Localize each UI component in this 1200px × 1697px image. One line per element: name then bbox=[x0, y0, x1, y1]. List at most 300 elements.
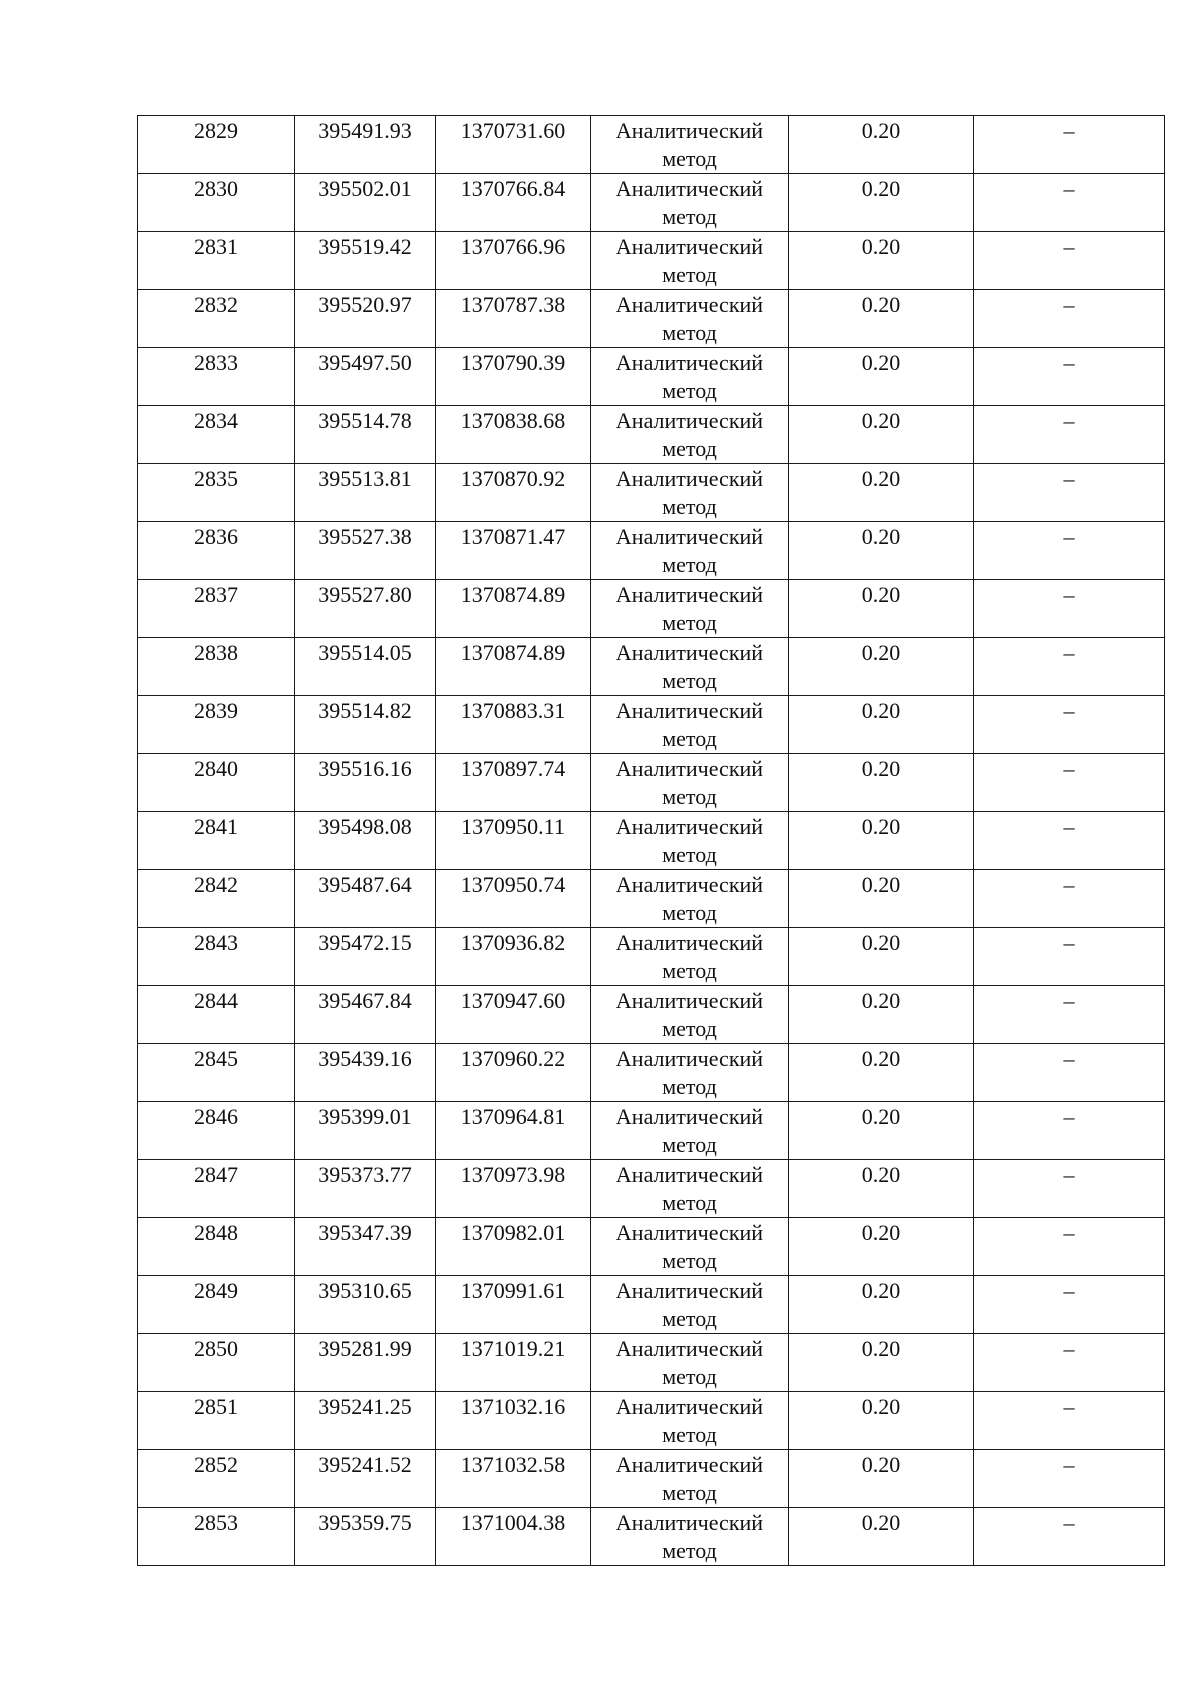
note-cell bbox=[974, 1334, 1165, 1392]
y-coordinate-cell-text: 1370731.60 bbox=[460, 118, 566, 143]
table-row bbox=[138, 522, 1165, 580]
accuracy-cell-text: 0.20 bbox=[861, 350, 901, 375]
accuracy-cell-text: 0.20 bbox=[861, 872, 901, 897]
note-cell bbox=[974, 290, 1165, 348]
accuracy-cell bbox=[789, 1044, 974, 1102]
table-row bbox=[138, 986, 1165, 1044]
point-number-cell-text: 2844 bbox=[194, 988, 238, 1013]
x-coordinate-cell-text: 395399.01 bbox=[318, 1104, 412, 1129]
point-number-cell bbox=[138, 464, 295, 522]
note-cell-text: – bbox=[1063, 466, 1075, 491]
accuracy-cell-text: 0.20 bbox=[861, 1104, 901, 1129]
point-number-cell bbox=[138, 232, 295, 290]
point-number-cell bbox=[138, 1392, 295, 1450]
point-number-cell bbox=[138, 986, 295, 1044]
note-cell bbox=[974, 464, 1165, 522]
accuracy-cell-text: 0.20 bbox=[861, 930, 901, 955]
method-cell-text: Аналитический метод bbox=[615, 1336, 764, 1389]
x-coordinate-cell-text: 395520.97 bbox=[318, 292, 412, 317]
x-coordinate-cell-text: 395281.99 bbox=[318, 1336, 412, 1361]
x-coordinate-cell-text: 395498.08 bbox=[318, 814, 412, 839]
point-number-cell bbox=[138, 522, 295, 580]
note-cell-text: – bbox=[1063, 1336, 1075, 1361]
x-coordinate-cell bbox=[295, 580, 436, 638]
note-cell bbox=[974, 174, 1165, 232]
x-coordinate-cell bbox=[295, 928, 436, 986]
y-coordinate-cell bbox=[436, 986, 591, 1044]
point-number-cell-text: 2841 bbox=[194, 814, 238, 839]
y-coordinate-cell-text: 1370982.01 bbox=[460, 1220, 566, 1245]
note-cell bbox=[974, 812, 1165, 870]
x-coordinate-cell bbox=[295, 1160, 436, 1218]
accuracy-cell-text: 0.20 bbox=[861, 466, 901, 491]
method-cell-text: Аналитический метод bbox=[615, 814, 764, 867]
method-cell bbox=[591, 580, 789, 638]
method-cell-text: Аналитический метод bbox=[615, 1162, 764, 1215]
point-number-cell-text: 2831 bbox=[194, 234, 238, 259]
y-coordinate-cell-text: 1370960.22 bbox=[460, 1046, 566, 1071]
note-cell-text: – bbox=[1063, 1162, 1075, 1187]
y-coordinate-cell-text: 1370766.96 bbox=[460, 234, 566, 259]
point-number-cell bbox=[138, 290, 295, 348]
note-cell bbox=[974, 348, 1165, 406]
y-coordinate-cell-text: 1370874.89 bbox=[460, 640, 566, 665]
accuracy-cell bbox=[789, 406, 974, 464]
method-cell-text: Аналитический метод bbox=[615, 698, 764, 751]
x-coordinate-cell-text: 395502.01 bbox=[318, 176, 412, 201]
x-coordinate-cell bbox=[295, 754, 436, 812]
y-coordinate-cell bbox=[436, 116, 591, 174]
note-cell-text: – bbox=[1063, 1510, 1075, 1535]
table-row bbox=[138, 870, 1165, 928]
method-cell bbox=[591, 1276, 789, 1334]
y-coordinate-cell bbox=[436, 406, 591, 464]
table-row bbox=[138, 696, 1165, 754]
point-number-cell-text: 2838 bbox=[194, 640, 238, 665]
x-coordinate-cell bbox=[295, 1450, 436, 1508]
point-number-cell-text: 2834 bbox=[194, 408, 238, 433]
note-cell bbox=[974, 928, 1165, 986]
y-coordinate-cell-text: 1370897.74 bbox=[460, 756, 566, 781]
table-row bbox=[138, 638, 1165, 696]
note-cell bbox=[974, 1392, 1165, 1450]
accuracy-cell-text: 0.20 bbox=[861, 524, 901, 549]
accuracy-cell-text: 0.20 bbox=[861, 988, 901, 1013]
point-number-cell-text: 2832 bbox=[194, 292, 238, 317]
method-cell bbox=[591, 638, 789, 696]
y-coordinate-cell-text: 1370790.39 bbox=[460, 350, 566, 375]
method-cell bbox=[591, 1044, 789, 1102]
point-number-cell-text: 2839 bbox=[194, 698, 238, 723]
y-coordinate-cell bbox=[436, 290, 591, 348]
y-coordinate-cell bbox=[436, 1334, 591, 1392]
point-number-cell-text: 2836 bbox=[194, 524, 238, 549]
note-cell-text: – bbox=[1063, 1452, 1075, 1477]
y-coordinate-cell bbox=[436, 754, 591, 812]
accuracy-cell-text: 0.20 bbox=[861, 1510, 901, 1535]
accuracy-cell bbox=[789, 1276, 974, 1334]
accuracy-cell bbox=[789, 870, 974, 928]
accuracy-cell bbox=[789, 1334, 974, 1392]
point-number-cell-text: 2851 bbox=[194, 1394, 238, 1419]
y-coordinate-cell bbox=[436, 174, 591, 232]
note-cell bbox=[974, 1450, 1165, 1508]
y-coordinate-cell-text: 1370883.31 bbox=[460, 698, 566, 723]
x-coordinate-cell-text: 395514.78 bbox=[318, 408, 412, 433]
x-coordinate-cell-text: 395487.64 bbox=[318, 872, 412, 897]
accuracy-cell bbox=[789, 754, 974, 812]
point-number-cell-text: 2843 bbox=[194, 930, 238, 955]
method-cell-text: Аналитический метод bbox=[615, 350, 764, 403]
x-coordinate-cell-text: 395514.82 bbox=[318, 698, 412, 723]
method-cell bbox=[591, 986, 789, 1044]
method-cell-text: Аналитический метод bbox=[615, 408, 764, 461]
method-cell bbox=[591, 348, 789, 406]
point-number-cell-text: 2849 bbox=[194, 1278, 238, 1303]
y-coordinate-cell-text: 1370973.98 bbox=[460, 1162, 566, 1187]
note-cell-text: – bbox=[1063, 814, 1075, 839]
accuracy-cell-text: 0.20 bbox=[861, 118, 901, 143]
x-coordinate-cell-text: 395373.77 bbox=[318, 1162, 412, 1187]
method-cell-text: Аналитический метод bbox=[615, 176, 764, 229]
accuracy-cell bbox=[789, 812, 974, 870]
note-cell-text: – bbox=[1063, 234, 1075, 259]
y-coordinate-cell bbox=[436, 1102, 591, 1160]
note-cell-text: – bbox=[1063, 698, 1075, 723]
point-number-cell bbox=[138, 1508, 295, 1566]
y-coordinate-cell-text: 1370991.61 bbox=[460, 1278, 566, 1303]
accuracy-cell bbox=[789, 580, 974, 638]
note-cell-text: – bbox=[1063, 1220, 1075, 1245]
method-cell bbox=[591, 290, 789, 348]
method-cell bbox=[591, 522, 789, 580]
point-number-cell bbox=[138, 174, 295, 232]
accuracy-cell-text: 0.20 bbox=[861, 1336, 901, 1361]
note-cell-text: – bbox=[1063, 640, 1075, 665]
accuracy-cell-text: 0.20 bbox=[861, 1220, 901, 1245]
accuracy-cell-text: 0.20 bbox=[861, 698, 901, 723]
accuracy-cell-text: 0.20 bbox=[861, 292, 901, 317]
accuracy-cell bbox=[789, 1392, 974, 1450]
accuracy-cell bbox=[789, 464, 974, 522]
accuracy-cell-text: 0.20 bbox=[861, 1162, 901, 1187]
x-coordinate-cell-text: 395491.93 bbox=[318, 118, 412, 143]
table-row bbox=[138, 348, 1165, 406]
accuracy-cell bbox=[789, 1218, 974, 1276]
note-cell bbox=[974, 696, 1165, 754]
table-row bbox=[138, 1160, 1165, 1218]
table-row bbox=[138, 754, 1165, 812]
x-coordinate-cell bbox=[295, 1218, 436, 1276]
note-cell bbox=[974, 406, 1165, 464]
x-coordinate-cell-text: 395516.16 bbox=[318, 756, 412, 781]
y-coordinate-cell bbox=[436, 812, 591, 870]
x-coordinate-cell bbox=[295, 696, 436, 754]
y-coordinate-cell bbox=[436, 1044, 591, 1102]
table-row bbox=[138, 1218, 1165, 1276]
accuracy-cell-text: 0.20 bbox=[861, 1046, 901, 1071]
y-coordinate-cell bbox=[436, 1392, 591, 1450]
y-coordinate-cell bbox=[436, 870, 591, 928]
y-coordinate-cell bbox=[436, 1276, 591, 1334]
method-cell bbox=[591, 1392, 789, 1450]
accuracy-cell-text: 0.20 bbox=[861, 756, 901, 781]
accuracy-cell bbox=[789, 290, 974, 348]
table-row bbox=[138, 1102, 1165, 1160]
note-cell-text: – bbox=[1063, 176, 1075, 201]
accuracy-cell-text: 0.20 bbox=[861, 234, 901, 259]
method-cell-text: Аналитический метод bbox=[615, 118, 764, 171]
method-cell-text: Аналитический метод bbox=[615, 1394, 764, 1447]
y-coordinate-cell-text: 1370950.74 bbox=[460, 872, 566, 897]
x-coordinate-cell bbox=[295, 1392, 436, 1450]
accuracy-cell-text: 0.20 bbox=[861, 814, 901, 839]
coordinates-table-body bbox=[138, 116, 1165, 1566]
y-coordinate-cell bbox=[436, 928, 591, 986]
y-coordinate-cell-text: 1370950.11 bbox=[461, 814, 565, 839]
point-number-cell-text: 2850 bbox=[194, 1336, 238, 1361]
method-cell bbox=[591, 928, 789, 986]
y-coordinate-cell-text: 1370766.84 bbox=[460, 176, 566, 201]
accuracy-cell bbox=[789, 522, 974, 580]
accuracy-cell-text: 0.20 bbox=[861, 640, 901, 665]
accuracy-cell-text: 0.20 bbox=[861, 582, 901, 607]
accuracy-cell-text: 0.20 bbox=[861, 1278, 901, 1303]
accuracy-cell bbox=[789, 928, 974, 986]
point-number-cell bbox=[138, 1450, 295, 1508]
note-cell-text: – bbox=[1063, 1046, 1075, 1071]
table-row bbox=[138, 1392, 1165, 1450]
table-row bbox=[138, 1276, 1165, 1334]
note-cell bbox=[974, 580, 1165, 638]
point-number-cell-text: 2829 bbox=[194, 118, 238, 143]
accuracy-cell bbox=[789, 174, 974, 232]
y-coordinate-cell-text: 1371019.21 bbox=[460, 1336, 566, 1361]
point-number-cell-text: 2835 bbox=[194, 466, 238, 491]
table-row bbox=[138, 116, 1165, 174]
x-coordinate-cell-text: 395241.25 bbox=[318, 1394, 412, 1419]
method-cell bbox=[591, 870, 789, 928]
y-coordinate-cell-text: 1370838.68 bbox=[460, 408, 566, 433]
accuracy-cell bbox=[789, 116, 974, 174]
note-cell-text: – bbox=[1063, 1394, 1075, 1419]
y-coordinate-cell bbox=[436, 638, 591, 696]
method-cell bbox=[591, 812, 789, 870]
x-coordinate-cell bbox=[295, 1102, 436, 1160]
x-coordinate-cell bbox=[295, 406, 436, 464]
point-number-cell bbox=[138, 580, 295, 638]
method-cell bbox=[591, 696, 789, 754]
method-cell bbox=[591, 232, 789, 290]
table-row bbox=[138, 464, 1165, 522]
x-coordinate-cell bbox=[295, 1044, 436, 1102]
x-coordinate-cell bbox=[295, 986, 436, 1044]
accuracy-cell bbox=[789, 696, 974, 754]
method-cell bbox=[591, 406, 789, 464]
y-coordinate-cell-text: 1370964.81 bbox=[460, 1104, 566, 1129]
method-cell-text: Аналитический метод bbox=[615, 988, 764, 1041]
table-row bbox=[138, 1044, 1165, 1102]
x-coordinate-cell-text: 395241.52 bbox=[318, 1452, 412, 1477]
note-cell-text: – bbox=[1063, 350, 1075, 375]
x-coordinate-cell bbox=[295, 290, 436, 348]
table-row bbox=[138, 928, 1165, 986]
note-cell bbox=[974, 1276, 1165, 1334]
method-cell-text: Аналитический метод bbox=[615, 292, 764, 345]
note-cell bbox=[974, 1218, 1165, 1276]
y-coordinate-cell bbox=[436, 348, 591, 406]
note-cell bbox=[974, 1508, 1165, 1566]
y-coordinate-cell bbox=[436, 522, 591, 580]
x-coordinate-cell-text: 395439.16 bbox=[318, 1046, 412, 1071]
point-number-cell bbox=[138, 1334, 295, 1392]
method-cell-text: Аналитический метод bbox=[615, 234, 764, 287]
note-cell bbox=[974, 754, 1165, 812]
method-cell-text: Аналитический метод bbox=[615, 1452, 764, 1505]
x-coordinate-cell-text: 395513.81 bbox=[318, 466, 412, 491]
note-cell bbox=[974, 116, 1165, 174]
y-coordinate-cell-text: 1370947.60 bbox=[460, 988, 566, 1013]
x-coordinate-cell bbox=[295, 522, 436, 580]
method-cell bbox=[591, 1450, 789, 1508]
note-cell-text: – bbox=[1063, 118, 1075, 143]
point-number-cell bbox=[138, 1044, 295, 1102]
point-number-cell bbox=[138, 116, 295, 174]
accuracy-cell-text: 0.20 bbox=[861, 176, 901, 201]
point-number-cell-text: 2833 bbox=[194, 350, 238, 375]
note-cell bbox=[974, 522, 1165, 580]
point-number-cell bbox=[138, 928, 295, 986]
point-number-cell bbox=[138, 1276, 295, 1334]
method-cell bbox=[591, 1160, 789, 1218]
accuracy-cell-text: 0.20 bbox=[861, 408, 901, 433]
note-cell-text: – bbox=[1063, 582, 1075, 607]
point-number-cell-text: 2837 bbox=[194, 582, 238, 607]
table-row bbox=[138, 1450, 1165, 1508]
x-coordinate-cell-text: 395514.05 bbox=[318, 640, 412, 665]
method-cell-text: Аналитический метод bbox=[615, 582, 764, 635]
note-cell bbox=[974, 1102, 1165, 1160]
accuracy-cell bbox=[789, 1450, 974, 1508]
accuracy-cell bbox=[789, 986, 974, 1044]
note-cell bbox=[974, 638, 1165, 696]
method-cell bbox=[591, 174, 789, 232]
x-coordinate-cell bbox=[295, 116, 436, 174]
point-number-cell bbox=[138, 638, 295, 696]
point-number-cell bbox=[138, 754, 295, 812]
point-number-cell-text: 2853 bbox=[194, 1510, 238, 1535]
point-number-cell bbox=[138, 406, 295, 464]
accuracy-cell bbox=[789, 1508, 974, 1566]
y-coordinate-cell bbox=[436, 580, 591, 638]
x-coordinate-cell-text: 395527.38 bbox=[318, 524, 412, 549]
method-cell bbox=[591, 1102, 789, 1160]
x-coordinate-cell bbox=[295, 348, 436, 406]
note-cell-text: – bbox=[1063, 1278, 1075, 1303]
point-number-cell-text: 2842 bbox=[194, 872, 238, 897]
y-coordinate-cell-text: 1371032.58 bbox=[460, 1452, 566, 1477]
y-coordinate-cell-text: 1370874.89 bbox=[460, 582, 566, 607]
method-cell-text: Аналитический метод bbox=[615, 524, 764, 577]
note-cell bbox=[974, 232, 1165, 290]
accuracy-cell bbox=[789, 348, 974, 406]
point-number-cell bbox=[138, 1102, 295, 1160]
note-cell-text: – bbox=[1063, 1104, 1075, 1129]
method-cell bbox=[591, 464, 789, 522]
accuracy-cell bbox=[789, 232, 974, 290]
note-cell-text: – bbox=[1063, 756, 1075, 781]
method-cell-text: Аналитический метод bbox=[615, 872, 764, 925]
x-coordinate-cell-text: 395497.50 bbox=[318, 350, 412, 375]
x-coordinate-cell bbox=[295, 870, 436, 928]
x-coordinate-cell-text: 395467.84 bbox=[318, 988, 412, 1013]
method-cell-text: Аналитический метод bbox=[615, 640, 764, 693]
x-coordinate-cell bbox=[295, 464, 436, 522]
method-cell-text: Аналитический метод bbox=[615, 1220, 764, 1273]
method-cell-text: Аналитический метод bbox=[615, 1046, 764, 1099]
point-number-cell bbox=[138, 870, 295, 928]
y-coordinate-cell bbox=[436, 1218, 591, 1276]
y-coordinate-cell bbox=[436, 464, 591, 522]
note-cell-text: – bbox=[1063, 408, 1075, 433]
x-coordinate-cell-text: 395519.42 bbox=[318, 234, 412, 259]
point-number-cell bbox=[138, 348, 295, 406]
note-cell-text: – bbox=[1063, 292, 1075, 317]
point-number-cell-text: 2845 bbox=[194, 1046, 238, 1071]
table-row bbox=[138, 406, 1165, 464]
note-cell-text: – bbox=[1063, 524, 1075, 549]
accuracy-cell-text: 0.20 bbox=[861, 1394, 901, 1419]
x-coordinate-cell bbox=[295, 1508, 436, 1566]
x-coordinate-cell bbox=[295, 812, 436, 870]
table-row bbox=[138, 174, 1165, 232]
method-cell bbox=[591, 116, 789, 174]
method-cell-text: Аналитический метод bbox=[615, 1104, 764, 1157]
point-number-cell bbox=[138, 696, 295, 754]
y-coordinate-cell bbox=[436, 696, 591, 754]
x-coordinate-cell bbox=[295, 1334, 436, 1392]
method-cell bbox=[591, 1334, 789, 1392]
y-coordinate-cell-text: 1371004.38 bbox=[460, 1510, 566, 1535]
x-coordinate-cell bbox=[295, 232, 436, 290]
accuracy-cell bbox=[789, 1102, 974, 1160]
table-row bbox=[138, 232, 1165, 290]
y-coordinate-cell bbox=[436, 232, 591, 290]
x-coordinate-cell-text: 395472.15 bbox=[318, 930, 412, 955]
x-coordinate-cell-text: 395347.39 bbox=[318, 1220, 412, 1245]
method-cell-text: Аналитический метод bbox=[615, 466, 764, 519]
x-coordinate-cell-text: 395527.80 bbox=[318, 582, 412, 607]
y-coordinate-cell-text: 1370871.47 bbox=[460, 524, 566, 549]
point-number-cell bbox=[138, 812, 295, 870]
note-cell bbox=[974, 1044, 1165, 1102]
point-number-cell bbox=[138, 1160, 295, 1218]
method-cell bbox=[591, 1218, 789, 1276]
table-row bbox=[138, 290, 1165, 348]
coordinates-table bbox=[137, 115, 1165, 1566]
x-coordinate-cell bbox=[295, 1276, 436, 1334]
note-cell-text: – bbox=[1063, 988, 1075, 1013]
note-cell bbox=[974, 1160, 1165, 1218]
note-cell bbox=[974, 870, 1165, 928]
accuracy-cell bbox=[789, 638, 974, 696]
table-row bbox=[138, 1334, 1165, 1392]
accuracy-cell-text: 0.20 bbox=[861, 1452, 901, 1477]
y-coordinate-cell-text: 1370787.38 bbox=[460, 292, 566, 317]
y-coordinate-cell bbox=[436, 1160, 591, 1218]
table-row bbox=[138, 812, 1165, 870]
point-number-cell-text: 2852 bbox=[194, 1452, 238, 1477]
